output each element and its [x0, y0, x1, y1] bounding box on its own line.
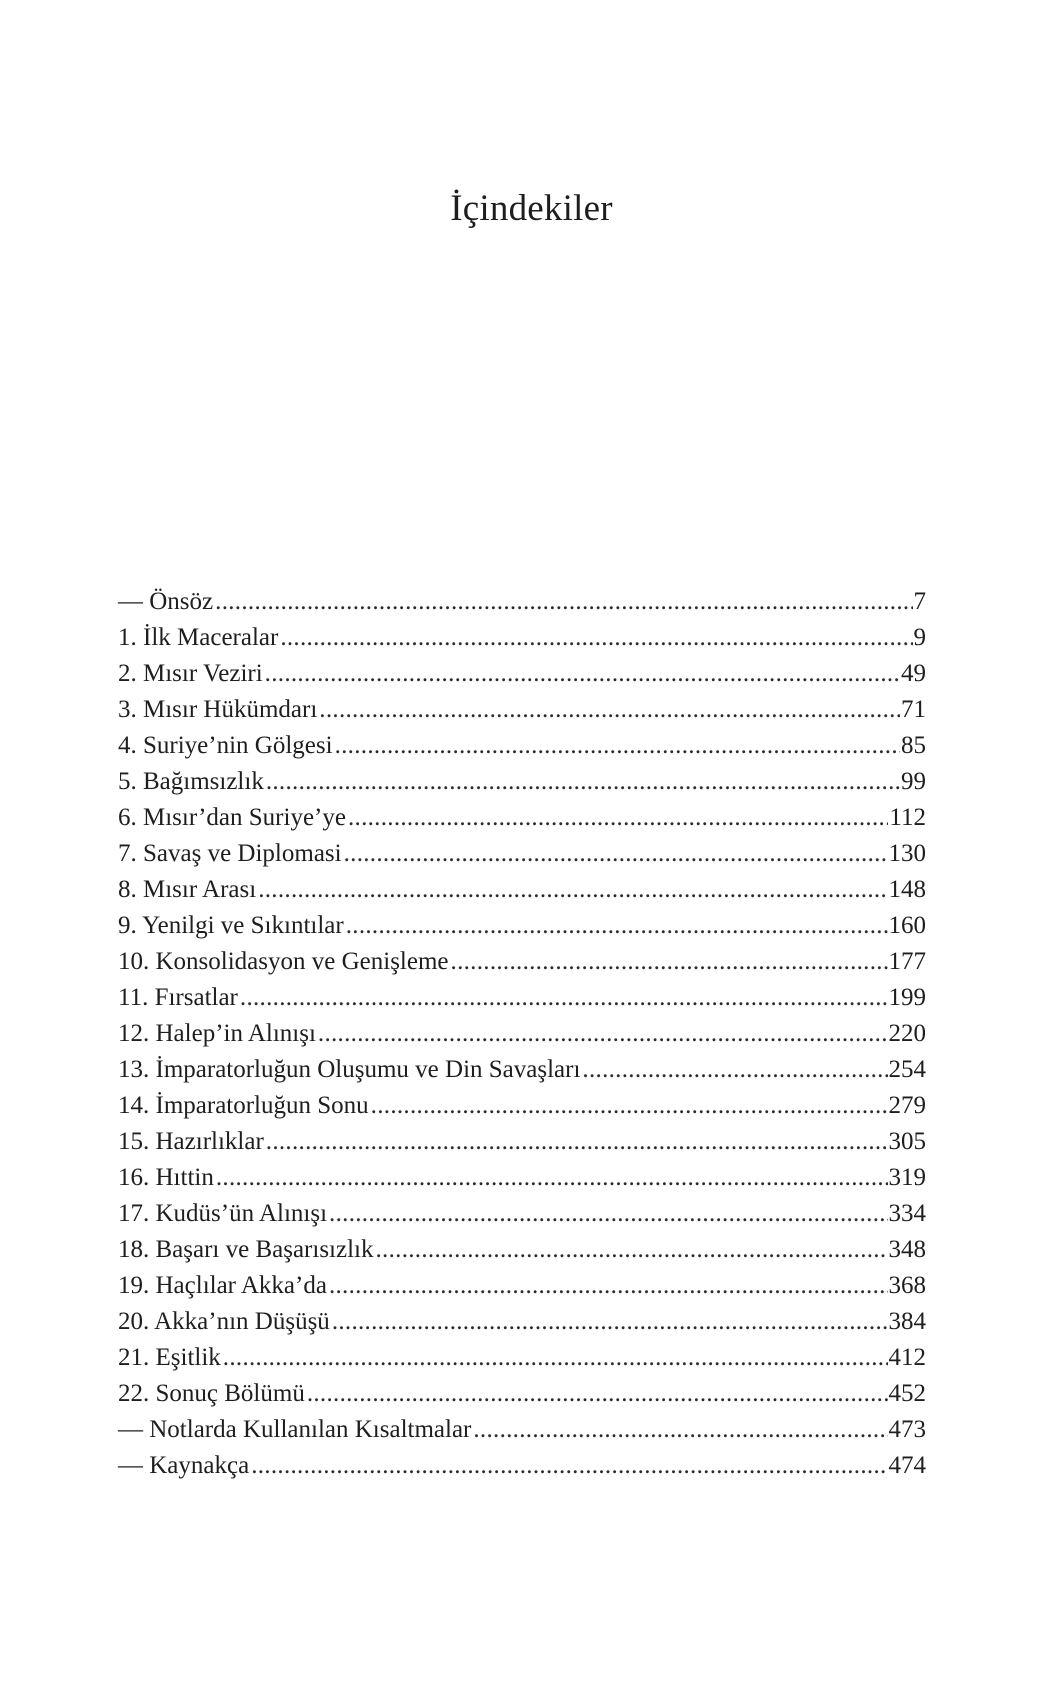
- toc-page-number: 220: [888, 1020, 926, 1047]
- toc-entry[interactable]: [118, 1052, 926, 1088]
- toc-dot-leader: [265, 656, 900, 692]
- toc-entry-title: 21. Eşitlik: [118, 1344, 221, 1371]
- toc-dot-leader: [240, 980, 888, 1016]
- toc-entry-title: 20. Akka’nın Düşüşü: [118, 1308, 330, 1335]
- toc-page-number: 130: [888, 840, 926, 867]
- toc-dot-leader: [348, 800, 888, 836]
- toc-entry-title: — Önsöz: [118, 588, 214, 615]
- toc-dot-leader: [582, 1052, 887, 1088]
- toc-dot-leader: [280, 620, 912, 656]
- toc-entry-title: 10. Konsolidasyon ve Genişleme: [118, 948, 449, 975]
- toc-entry-title: 15. Hazırlıklar: [118, 1128, 264, 1155]
- toc-entry-title: 13. İmparatorluğun Oluşumu ve Din Savaşları: [118, 1056, 581, 1083]
- toc-page-number: 85: [901, 732, 926, 759]
- toc-dot-leader: [215, 584, 912, 620]
- toc-page-number: 112: [889, 804, 926, 831]
- toc-page-number: 368: [888, 1272, 926, 1299]
- toc-entry-title: — Notlarda Kullanılan Kısaltmalar: [118, 1416, 472, 1443]
- toc-entry[interactable]: [118, 1160, 926, 1196]
- toc-entry[interactable]: [118, 620, 926, 656]
- toc-page-number: 49: [901, 660, 926, 687]
- toc-page-number: 9: [913, 624, 926, 651]
- toc-entry[interactable]: [118, 728, 926, 764]
- toc-page-number: 177: [888, 948, 926, 975]
- toc-entry[interactable]: [118, 1412, 926, 1448]
- toc-entry[interactable]: [118, 908, 926, 944]
- toc-dot-leader: [319, 692, 900, 728]
- toc-dot-leader: [371, 1088, 888, 1124]
- toc-dot-leader: [329, 1196, 887, 1232]
- toc-entry[interactable]: [118, 944, 926, 980]
- toc-dot-leader: [318, 1016, 888, 1052]
- toc-dot-leader: [335, 728, 900, 764]
- toc-entry-title: 3. Mısır Hükümdarı: [118, 696, 318, 723]
- toc-entry-title: 17. Kudüs’ün Alınışı: [118, 1200, 328, 1227]
- toc-page-number: 199: [888, 984, 926, 1011]
- toc-page-number: 305: [888, 1128, 926, 1155]
- toc-entry[interactable]: [118, 1340, 926, 1376]
- toc-page-number: 99: [901, 768, 926, 795]
- toc-entry[interactable]: [118, 980, 926, 1016]
- toc-entry-title: 7. Savaş ve Diplomasi: [118, 840, 342, 867]
- toc-page-number: 334: [888, 1200, 926, 1227]
- toc-page-number: 473: [888, 1416, 926, 1443]
- toc-dot-leader: [251, 1448, 887, 1484]
- toc-entry-title: 2. Mısır Veziri: [118, 660, 263, 687]
- toc-entry-title: 14. İmparatorluğun Sonu: [118, 1092, 369, 1119]
- toc-dot-leader: [266, 764, 900, 800]
- toc-page-number: 160: [888, 912, 926, 939]
- toc-entry[interactable]: [118, 1448, 926, 1484]
- toc-entry[interactable]: [118, 1376, 926, 1412]
- toc-dot-leader: [332, 1304, 888, 1340]
- toc-entry[interactable]: [118, 692, 926, 728]
- toc-entry-title: 18. Başarı ve Başarısızlık: [118, 1236, 374, 1263]
- toc-dot-leader: [216, 1160, 888, 1196]
- toc-page-number: 474: [888, 1452, 926, 1479]
- toc-entry[interactable]: [118, 1268, 926, 1304]
- toc-dot-leader: [451, 944, 888, 980]
- toc-dot-leader: [266, 1124, 888, 1160]
- toc-entry[interactable]: [118, 1232, 926, 1268]
- toc-page-number: 71: [901, 696, 926, 723]
- toc-dot-leader: [376, 1232, 888, 1268]
- toc-dot-leader: [307, 1376, 888, 1412]
- toc-entry-title: 16. Hıttin: [118, 1164, 214, 1191]
- toc-dot-leader: [473, 1412, 887, 1448]
- toc-page-number: 452: [888, 1380, 926, 1407]
- toc-dot-leader: [258, 872, 887, 908]
- toc-entry[interactable]: [118, 1124, 926, 1160]
- toc-dot-leader: [344, 836, 888, 872]
- toc-entry[interactable]: [118, 584, 926, 620]
- toc-entry-title: 5. Bağımsızlık: [118, 768, 264, 795]
- toc-entry[interactable]: [118, 1088, 926, 1124]
- toc-entry-title: 11. Fırsatlar: [118, 984, 238, 1011]
- toc-entry-title: 9. Yenilgi ve Sıkıntılar: [118, 912, 344, 939]
- toc-page-number: 254: [888, 1056, 926, 1083]
- toc-dot-leader: [329, 1268, 888, 1304]
- toc-entry[interactable]: [118, 656, 926, 692]
- toc-entry-title: 19. Haçlılar Akka’da: [118, 1272, 327, 1299]
- toc-page-number: 279: [888, 1092, 926, 1119]
- toc-entry[interactable]: [118, 764, 926, 800]
- toc-entry-title: — Kaynakça: [118, 1452, 250, 1479]
- toc-entry[interactable]: [118, 1304, 926, 1340]
- toc-entry-title: 1. İlk Maceralar: [118, 624, 279, 651]
- toc-page-number: 319: [888, 1164, 926, 1191]
- toc-entry-title: 12. Halep’in Alınışı: [118, 1020, 316, 1047]
- toc-dot-leader: [223, 1340, 888, 1376]
- toc-entry-title: 4. Suriye’nin Gölgesi: [118, 732, 333, 759]
- toc-entry-title: 6. Mısır’dan Suriye’ye: [118, 804, 346, 831]
- toc-entry[interactable]: [118, 1016, 926, 1052]
- toc-entry-title: 8. Mısır Arası: [118, 876, 257, 903]
- page-title: İçindekiler: [450, 188, 613, 229]
- toc-entry[interactable]: [118, 836, 926, 872]
- toc-entry[interactable]: [118, 872, 926, 908]
- toc-entry[interactable]: [118, 1196, 926, 1232]
- toc-entry[interactable]: [118, 800, 926, 836]
- toc-dot-leader: [346, 908, 888, 944]
- toc-page-number: 7: [913, 588, 926, 615]
- toc-page-number: 384: [888, 1308, 926, 1335]
- toc-page-number: 412: [888, 1344, 926, 1371]
- table-of-contents: [118, 584, 926, 1484]
- toc-entry-title: 22. Sonuç Bölümü: [118, 1380, 305, 1407]
- toc-page-number: 148: [888, 876, 926, 903]
- toc-page-number: 348: [888, 1236, 926, 1263]
